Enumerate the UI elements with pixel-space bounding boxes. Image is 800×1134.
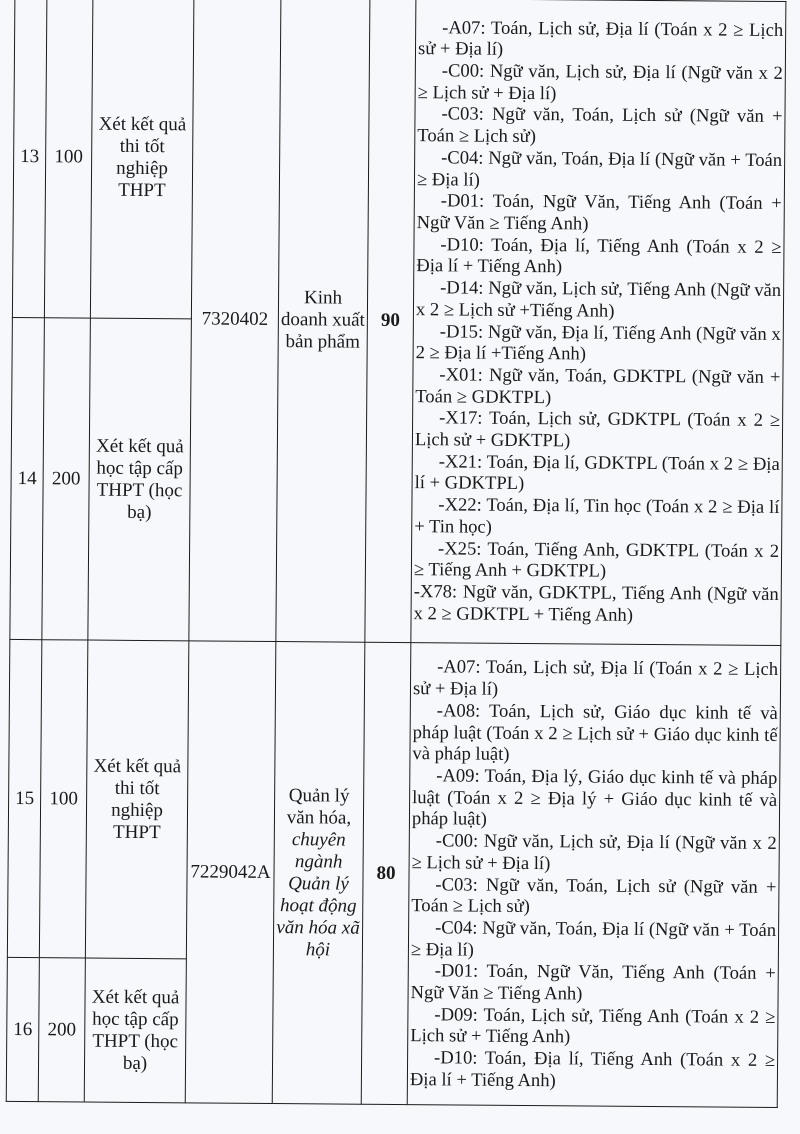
combination-item: -D01: Toán, Ngữ Văn, Tiếng Anh (Toán + Ngữ Văn ≥ Tiếng Anh) <box>416 190 782 235</box>
target-quota: 80 <box>361 642 411 1104</box>
combination-item: -C04: Ngữ văn, Toán, Địa lí (Ngữ văn + Toán ≥ Địa lí) <box>416 147 783 191</box>
target-quota: 90 <box>365 0 416 643</box>
quota: 200 <box>42 318 91 640</box>
combination-item: -D01: Toán, Ngữ Văn, Tiếng Anh (Toán + Ngữ Văn ≥ Tiếng Anh) <box>410 960 776 1005</box>
row-number: 13 <box>12 0 47 318</box>
combination-item: -C00: Ngữ văn, Lịch sử, Địa lí (Ngữ văn x 2 ≥ Lịch sử + Địa lí) <box>411 830 777 874</box>
combination-item: -X01: Ngữ văn, Toán, GDKTPL (Ngữ văn + Toán ≥ GDKTPL) <box>415 364 781 408</box>
combination-item: -X22: Toán, Địa lí, Tin học (Toán x 2 ≥ Địa lí + Tin học) <box>414 494 780 538</box>
combination-item: -X78: Ngữ văn, GDKTPL, Tiếng Anh (Ngữ văn x 2 ≥ GDKTPL + Tiếng Anh) <box>413 581 779 626</box>
major-name-text: Quản lý văn hóa, <box>286 784 352 829</box>
combination-item: -D10: Toán, Địa lí, Tiếng Anh (Toán x 2 ≥ Địa lí + Tiếng Anh) <box>409 1047 776 1092</box>
major-name-text: Kinh doanh xuất bản phẩm <box>280 286 365 353</box>
combination-item: -C04: Ngữ văn, Toán, Địa lí (Ngữ văn + Toán ≥ Địa lí) <box>410 917 777 961</box>
quota: 200 <box>38 958 85 1102</box>
combination-item: -X17: Toán, Lịch sử, GDKTPL (Toán x 2 ≥ Lịch sử + GDKTPL) <box>414 407 781 452</box>
row-number: 14 <box>10 317 45 639</box>
table-row <box>7 639 780 963</box>
major-code: 7229042A <box>185 641 276 1104</box>
combination-item: -X21: Toán, Địa lí, GDKTPL (Toán x 2 ≥ Địa lí + GDKTPL) <box>414 451 780 495</box>
major-code: 7320402 <box>189 0 281 642</box>
admission-method: Xét kết quả thi tốt nghiệp THPT <box>85 640 188 959</box>
combination-item: -D09: Toán, Lịch sử, Tiếng Anh (Toán x 2 ≥ Lịch sử + Tiếng Anh) <box>410 1004 776 1048</box>
quota: 100 <box>39 640 87 958</box>
admission-method: Xét kết quả học tập cấp THPT (học bạ) <box>88 318 192 641</box>
major-specialization: chuyên ngành Quản lý hoạt động văn hóa xã hội <box>276 828 360 960</box>
admission-table <box>6 0 787 1108</box>
row-number: 16 <box>6 957 39 1101</box>
major-name <box>272 642 365 1105</box>
row-number: 15 <box>7 639 41 957</box>
combination-item: -D10: Toán, Địa lí, Tiếng Anh (Toán x 2 ≥ Địa lí + Tiếng Anh) <box>416 233 782 278</box>
admission-method: Xét kết quả thi tốt nghiệp THPT <box>90 0 194 319</box>
admission-method: Xét kết quả học tập cấp THPT (học bạ) <box>84 958 186 1103</box>
combination-item: -A08: Toán, Lịch sử, Giáo dục kinh tế và pháp luật (Toán x 2 ≥ Lịch sử + Giáo dục kinh tế và pháp luật) <box>412 700 778 766</box>
combination-item: -A07: Toán, Lịch sử, Địa lí (Toán x 2 ≥ Lịch sử + Địa lí) <box>412 656 779 700</box>
quota: 100 <box>44 0 93 318</box>
combination-item: -A09: Toán, Địa lý, Giáo dục kinh tế và pháp luật (Toán x 2 ≥ Địa lý + Giáo dục kinh tế và pháp luật) <box>411 765 778 831</box>
subject-combinations <box>411 0 786 645</box>
combination-item: -C03: Ngữ văn, Toán, Lịch sử (Ngữ văn + Toán ≥ Lịch sử) <box>417 103 783 148</box>
combination-item: -D14: Ngữ văn, Lịch sử, Tiếng Anh (Ngữ văn x 2 ≥ Lịch sử +Tiếng Anh) <box>415 277 782 322</box>
table-row <box>12 0 786 324</box>
combination-item: -C03: Ngữ văn, Toán, Lịch sử (Ngữ văn + Toán ≥ Lịch sử) <box>411 873 777 918</box>
combination-item: -A07: Toán, Lịch sử, Địa lí (Toán x 2 ≥ Lịch sử + Địa lí) <box>417 16 784 61</box>
subject-combinations <box>407 643 781 1108</box>
combination-item: -C00: Ngữ văn, Lịch sử, Địa lí (Ngữ văn x 2 ≥ Lịch sử + Địa lí) <box>417 60 783 104</box>
combination-item: -X25: Toán, Tiếng Anh, GDKTPL (Toán x 2 ≥ Tiếng Anh + GDKTPL) <box>413 537 780 582</box>
major-name <box>276 0 370 642</box>
combination-item: -D15: Ngữ văn, Địa lí, Tiếng Anh (Ngữ văn x 2 ≥ Địa lí +Tiếng Anh) <box>415 320 781 365</box>
